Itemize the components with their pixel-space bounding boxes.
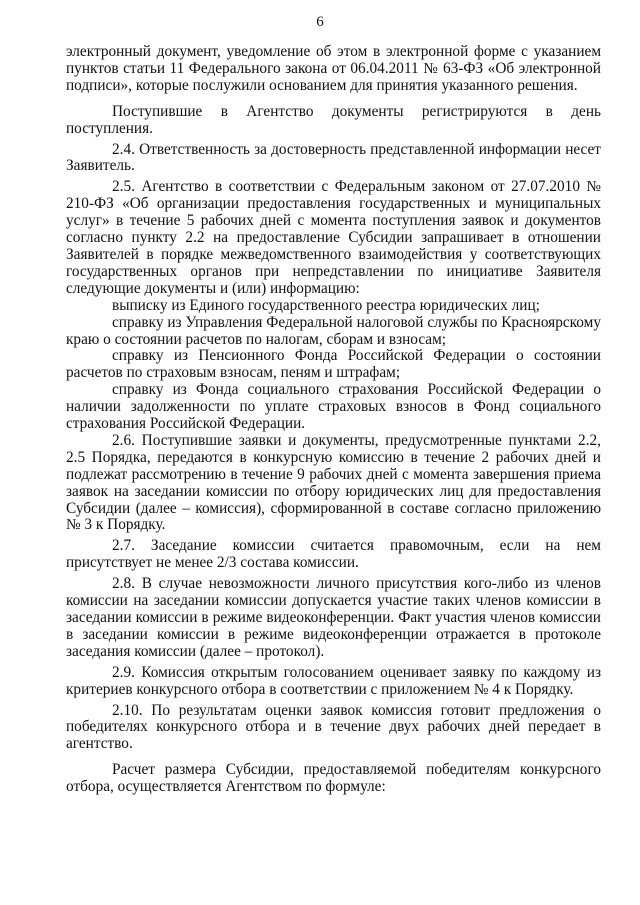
list-item-egrul: выписку из Единого государственного реестра юридических лиц; — [112, 296, 540, 314]
list-item-pension-fund: справку из Пенсионного Фонда Российской Федерации о состоянии расчетов по страховым взносам, пеням и штрафам; — [66, 347, 601, 382]
document-body — [66, 44, 601, 796]
paragraph-continuation: электронный документ, уведомление об этом в электронной форме с указанием пунктов статьи 11 Федерального закона от 06.04.2011 № 63-ФЗ «Об электронной подписи», которые послужили основанием для принятия указанного решения. — [66, 43, 601, 94]
paragraph-2-10: 2.10. По результатам оценки заявок комиссия готовит предложения о победителях конкурсного отбора и в течение двух рабочих дней передает в агентство. — [66, 701, 601, 753]
paragraph-2-4: 2.4. Ответственность за достоверность представленной информации несет Заявитель. — [66, 140, 601, 175]
list-item-social-fund: справку из Фонда социального страхования Российской Федерации о наличии задолженности по уплате страховых взносов в Фонд социального страхования Российской Федерации. — [66, 381, 601, 433]
page-number: 6 — [316, 14, 324, 30]
list-item-tax-service: справку из Управления Федеральной налоговой службы по Красноярскому краю о состоянии расчетов по налогам, сборам и взносам; — [66, 313, 601, 348]
paragraph-formula-intro: Расчет размера Субсидии, предоставляемой победителям конкурсного отбора, осуществляется Агентством по формуле: — [66, 761, 601, 796]
paragraph-2-6: 2.6. Поступившие заявки и документы, предусмотренные пунктами 2.2, 2.5 Порядка, передаются в конкурсную комиссию в течение 2 рабочих дней и подлежат рассмотрению в течение 9 рабочих дней с момента завершения приема заявок на заседании комиссии по отбору юридических лиц для предоставления Субсидии (далее – комиссия), сформированной в составе согласно приложению № 3 к Порядку. — [66, 431, 601, 534]
paragraph-2-9: 2.9. Комиссия открытым голосованием оценивает заявку по каждому из критериев конкурсного отбора в соответствии с приложением № 4 к Порядку. — [66, 663, 601, 698]
paragraph-2-7: 2.7. Заседание комиссии считается правомочным, если на нем присутствует не менее 2/3 состава комиссии. — [66, 537, 601, 572]
paragraph-2-5: 2.5. Агентство в соответствии с Федеральным законом от 27.07.2010 № 210-ФЗ «Об организации предоставления государственных и муниципальных услуг» в течение 5 рабочих дней с момента поступления заявок и документов согласно пункту 2.2 на предоставление Субсидии запрашивает в отношении Заявителей в порядке межведомственного взаимодействия у соответствующих государственных органов при непредставлении по инициативе Заявителя следующие документы и (или) информацию: — [66, 178, 601, 297]
paragraph-registration: Поступившие в Агентство документы регистрируются в день поступления. — [66, 102, 601, 137]
paragraph-2-8: 2.8. В случае невозможности личного присутствия кого-либо из членов комиссии на заседании комиссии допускается участие таких членов комиссии в заседании комиссии в режиме видеоконференции. Факт участия членов комиссии в заседании комиссии в режиме видеоконференции отражается в протоколе заседания комиссии (далее – протокол). — [66, 575, 601, 660]
